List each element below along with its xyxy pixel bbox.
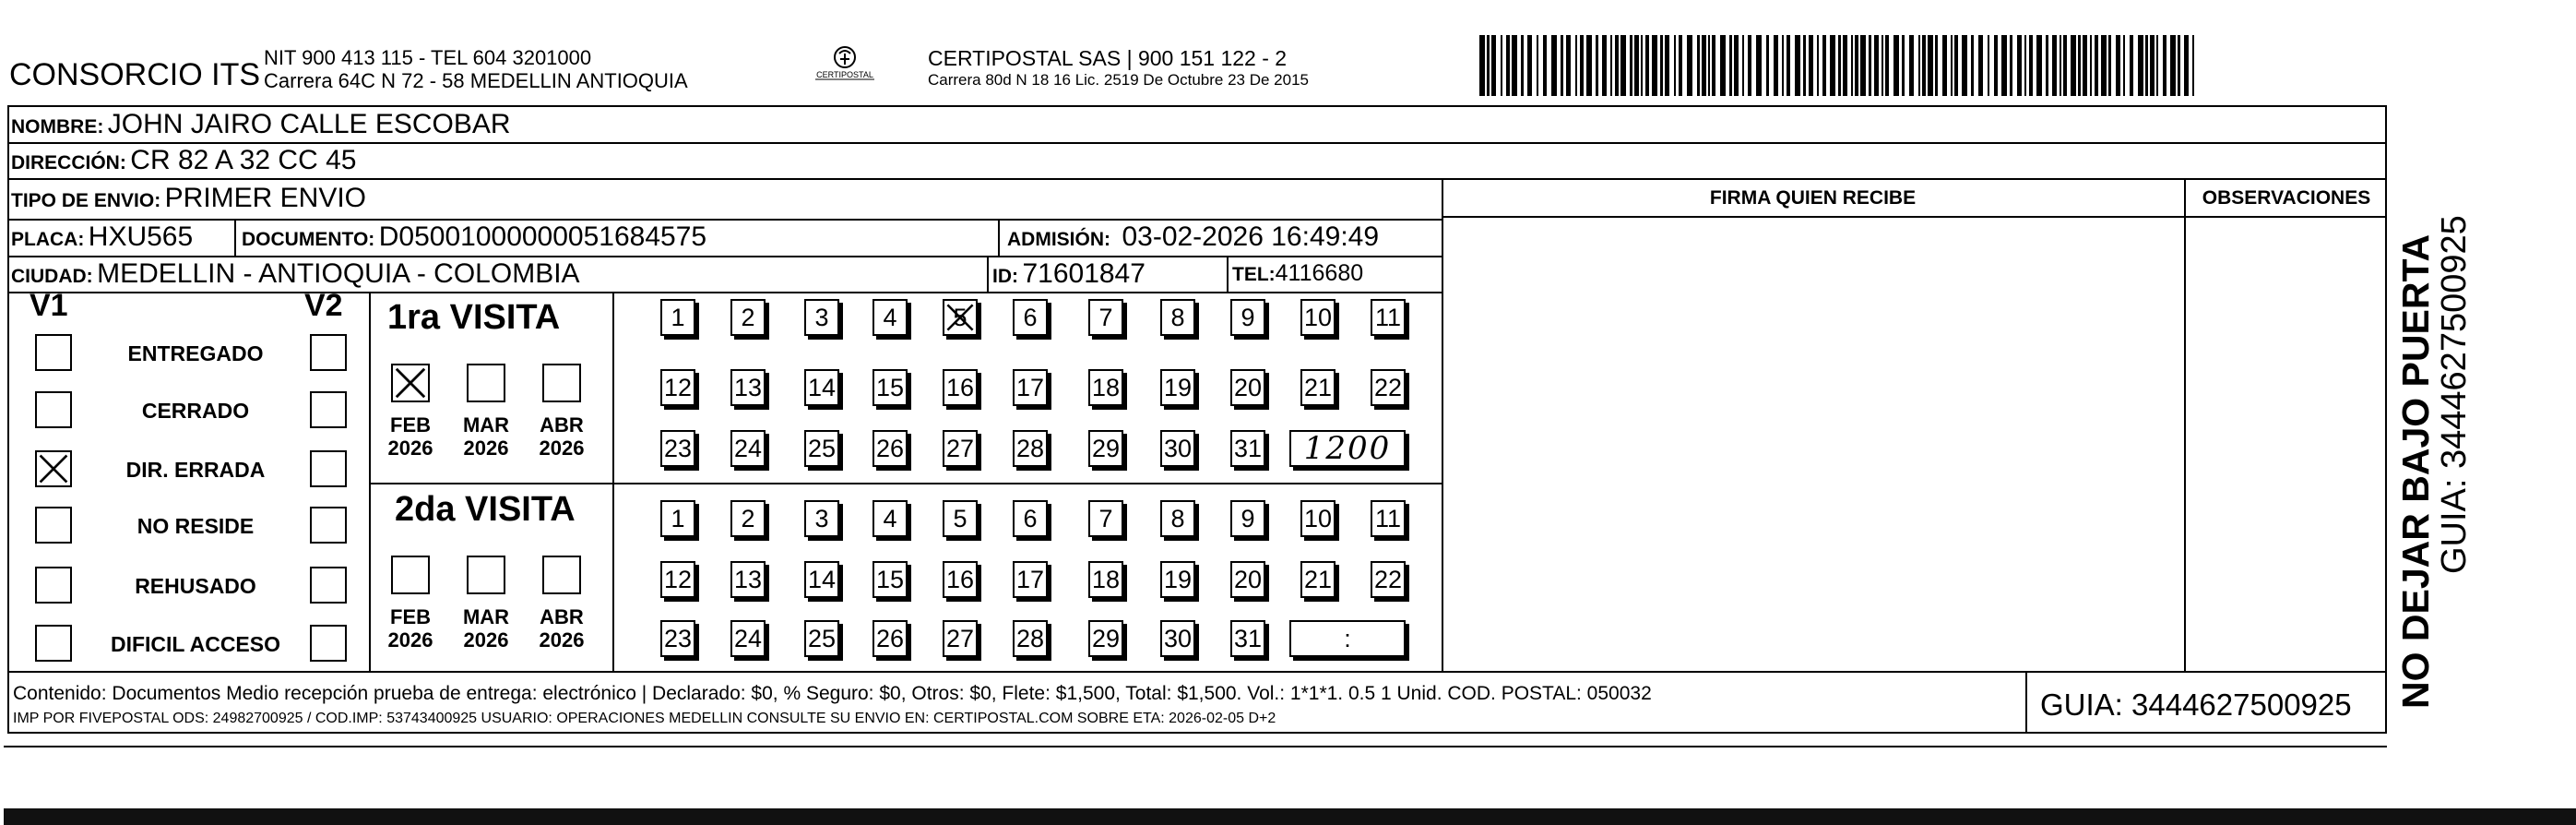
city-field bbox=[11, 258, 580, 290]
day-number: 29 bbox=[1091, 625, 1121, 652]
day-box[interactable] bbox=[660, 369, 695, 406]
day-number: 11 bbox=[1374, 304, 1402, 331]
day-number: 23 bbox=[663, 435, 693, 462]
admission-value: 03-02-2026 16:49:49 bbox=[1122, 221, 1380, 252]
month-label bbox=[381, 413, 440, 460]
day-box[interactable] bbox=[1300, 299, 1335, 336]
day-number: 18 bbox=[1091, 566, 1121, 593]
time-box[interactable] bbox=[1289, 620, 1406, 657]
time-value: 1200 bbox=[1303, 430, 1392, 467]
day-box[interactable] bbox=[1160, 561, 1195, 598]
day-number: 25 bbox=[807, 435, 837, 462]
day-box[interactable] bbox=[1013, 620, 1048, 657]
certipostal-logo bbox=[812, 42, 878, 94]
day-box[interactable] bbox=[1230, 430, 1265, 467]
day-number: 9 bbox=[1241, 304, 1255, 331]
v2-header: V2 bbox=[304, 288, 343, 323]
day-box[interactable] bbox=[1371, 500, 1406, 537]
day-number: 27 bbox=[945, 435, 975, 462]
day-box[interactable] bbox=[804, 620, 839, 657]
day-box[interactable] bbox=[660, 561, 695, 598]
day-box[interactable] bbox=[1160, 500, 1195, 537]
status-v1-checkbox[interactable] bbox=[35, 334, 72, 371]
day-box[interactable] bbox=[660, 620, 695, 657]
day-number: 24 bbox=[733, 435, 763, 462]
recipient-name: JOHN JAIRO CALLE ESCOBAR bbox=[107, 109, 511, 139]
day-box[interactable] bbox=[1088, 369, 1123, 406]
day-box[interactable] bbox=[660, 299, 695, 336]
day-box[interactable] bbox=[1371, 561, 1406, 598]
month-checkbox[interactable] bbox=[467, 556, 505, 594]
day-box[interactable] bbox=[1013, 299, 1048, 336]
visit2-title: 2da VISITA bbox=[395, 490, 576, 529]
month-name: ABR bbox=[540, 413, 584, 436]
day-box[interactable] bbox=[804, 369, 839, 406]
day-box[interactable] bbox=[1013, 430, 1048, 467]
day-number: 10 bbox=[1303, 304, 1333, 331]
month-year: 2026 bbox=[539, 628, 585, 652]
day-box[interactable] bbox=[873, 620, 908, 657]
imp-line: IMP POR FIVEPOSTAL ODS: 24982700925 / COD.IMP: 53743400925 USUARIO: OPERACIONES MEDELLIN CONSULTE SU ENVIO EN: CERTIPOSTAL.COM SOBRE ETA: 2026-02-05 D+2 bbox=[13, 711, 1276, 726]
day-box[interactable] bbox=[873, 430, 908, 467]
month-label bbox=[381, 605, 440, 652]
day-number: 16 bbox=[945, 374, 975, 401]
address-row bbox=[11, 145, 356, 176]
logo-caption: CERTIPOSTAL bbox=[816, 70, 873, 79]
day-number: 27 bbox=[945, 625, 975, 652]
day-box[interactable] bbox=[1300, 500, 1335, 537]
day-number: 15 bbox=[875, 374, 905, 401]
day-number: 20 bbox=[1233, 374, 1263, 401]
month-label bbox=[457, 413, 516, 460]
status-v2-checkbox[interactable] bbox=[310, 334, 347, 371]
plate-field bbox=[11, 221, 193, 253]
day-number: 11 bbox=[1374, 505, 1402, 532]
tel-field bbox=[1232, 260, 1363, 287]
city-label: CIUDAD: bbox=[11, 266, 93, 287]
day-number: 14 bbox=[807, 374, 837, 401]
day-number: 3 bbox=[814, 304, 829, 331]
day-number: 4 bbox=[883, 304, 897, 331]
day-box[interactable] bbox=[943, 500, 978, 537]
day-box[interactable] bbox=[1371, 369, 1406, 406]
day-box[interactable] bbox=[660, 430, 695, 467]
day-number: 16 bbox=[945, 566, 975, 593]
carrier-license: Carrera 80d N 18 16 Lic. 2519 De Octubre 23 De 2015 bbox=[928, 71, 1309, 89]
day-number: 19 bbox=[1163, 374, 1193, 401]
month-name: MAR bbox=[462, 605, 510, 628]
day-box[interactable] bbox=[804, 430, 839, 467]
barcode bbox=[1479, 35, 2210, 96]
month-checkbox[interactable] bbox=[542, 556, 581, 594]
name-row bbox=[11, 109, 511, 140]
day-number: 3 bbox=[814, 505, 829, 532]
status-v2-checkbox[interactable] bbox=[310, 507, 347, 544]
month-year: 2026 bbox=[463, 436, 509, 460]
address-label: DIRECCIÓN: bbox=[11, 152, 126, 173]
day-box[interactable] bbox=[1300, 369, 1335, 406]
day-number: 29 bbox=[1091, 435, 1121, 462]
day-box[interactable] bbox=[1088, 561, 1123, 598]
status-label: CERRADO bbox=[141, 399, 250, 423]
month-year: 2026 bbox=[463, 628, 509, 652]
day-box[interactable] bbox=[1300, 561, 1335, 598]
status-v1-checkbox[interactable] bbox=[35, 391, 72, 428]
status-label: REHUSADO bbox=[135, 574, 256, 598]
month-checkbox[interactable] bbox=[542, 364, 581, 402]
day-number: 1 bbox=[671, 505, 685, 532]
day-box[interactable] bbox=[1230, 561, 1265, 598]
day-box[interactable] bbox=[730, 500, 766, 537]
day-number: 23 bbox=[663, 625, 693, 652]
status-v1-checkbox[interactable] bbox=[35, 625, 72, 662]
plate-value: HXU565 bbox=[88, 221, 194, 252]
status-label: DIR. ERRADA bbox=[125, 458, 266, 482]
document-label: DOCUMENTO: bbox=[242, 229, 375, 250]
month-label bbox=[532, 413, 591, 460]
sender-address: Carrera 64C N 72 - 58 MEDELLIN ANTIOQUIA bbox=[264, 69, 688, 92]
carrier-name: CERTIPOSTAL SAS | 900 151 122 - 2 bbox=[928, 46, 1288, 70]
day-box[interactable] bbox=[873, 561, 908, 598]
document-field bbox=[242, 221, 706, 253]
month-year: 2026 bbox=[539, 436, 585, 460]
day-number: 30 bbox=[1163, 625, 1193, 652]
day-box[interactable] bbox=[730, 369, 766, 406]
day-number: 22 bbox=[1373, 566, 1403, 593]
day-box[interactable] bbox=[1230, 369, 1265, 406]
id-value: 71601847 bbox=[1022, 258, 1146, 289]
day-number: 8 bbox=[1170, 505, 1185, 532]
day-box[interactable] bbox=[873, 299, 908, 336]
day-number: 12 bbox=[663, 374, 693, 401]
tel-value: 4116680 bbox=[1275, 260, 1364, 286]
no-dejar-warning: NO DEJAR BAJO PUERTA bbox=[2394, 233, 2437, 709]
day-box[interactable] bbox=[730, 299, 766, 336]
status-label: ENTREGADO bbox=[127, 341, 264, 365]
day-number: 4 bbox=[883, 505, 897, 532]
status-v2-checkbox[interactable] bbox=[310, 391, 347, 428]
day-number: 28 bbox=[1015, 625, 1045, 652]
day-number: 17 bbox=[1015, 374, 1045, 401]
month-label bbox=[457, 605, 516, 652]
day-box[interactable] bbox=[1230, 620, 1265, 657]
brand-name: CONSORCIO ITS bbox=[9, 57, 261, 92]
status-v2-checkbox[interactable] bbox=[310, 567, 347, 604]
day-box[interactable] bbox=[1160, 430, 1195, 467]
observations-header: OBSERVACIONES bbox=[2202, 187, 2371, 209]
month-year: 2026 bbox=[387, 436, 433, 460]
day-number: 9 bbox=[1241, 505, 1255, 532]
status-v1-checkbox[interactable] bbox=[35, 567, 72, 604]
day-number: 15 bbox=[875, 566, 905, 593]
admission-label: ADMISIÓN: bbox=[1007, 229, 1110, 250]
carrier-info bbox=[928, 46, 1309, 90]
day-number: 31 bbox=[1233, 625, 1263, 652]
day-box[interactable] bbox=[1013, 369, 1048, 406]
sender-nit: NIT 900 413 115 - TEL 604 3201000 bbox=[264, 46, 592, 69]
id-field bbox=[992, 258, 1146, 290]
day-box[interactable] bbox=[1160, 620, 1195, 657]
day-box[interactable] bbox=[1230, 299, 1265, 336]
day-number: 12 bbox=[663, 566, 693, 593]
day-number: 24 bbox=[733, 625, 763, 652]
v1-header: V1 bbox=[30, 288, 68, 323]
day-number: 5 bbox=[953, 304, 967, 331]
day-box[interactable] bbox=[943, 430, 978, 467]
day-number: 19 bbox=[1163, 566, 1193, 593]
month-year: 2026 bbox=[387, 628, 433, 652]
id-label: ID: bbox=[992, 266, 1018, 287]
day-number: 21 bbox=[1303, 374, 1333, 401]
sender-info bbox=[264, 46, 688, 92]
day-box[interactable] bbox=[1013, 500, 1048, 537]
day-box[interactable] bbox=[1088, 430, 1123, 467]
month-name: ABR bbox=[540, 605, 584, 628]
day-number: 21 bbox=[1303, 566, 1333, 593]
day-box[interactable] bbox=[1230, 500, 1265, 537]
day-number: 30 bbox=[1163, 435, 1193, 462]
day-box[interactable] bbox=[1160, 299, 1195, 336]
day-number: 18 bbox=[1091, 374, 1121, 401]
day-box[interactable] bbox=[873, 369, 908, 406]
day-number: 13 bbox=[733, 374, 763, 401]
day-number: 14 bbox=[807, 566, 837, 593]
shipping-type-label: TIPO DE ENVIO: bbox=[11, 190, 161, 211]
city-value: MEDELLIN - ANTIOQUIA - COLOMBIA bbox=[97, 258, 580, 289]
day-box[interactable] bbox=[943, 369, 978, 406]
day-box[interactable] bbox=[943, 561, 978, 598]
day-number: 31 bbox=[1233, 435, 1263, 462]
day-box[interactable] bbox=[1088, 500, 1123, 537]
day-box[interactable] bbox=[943, 299, 978, 336]
shipping-type: PRIMER ENVIO bbox=[164, 183, 367, 213]
document-value: D05001000000051684575 bbox=[378, 221, 707, 252]
day-number: 1 bbox=[671, 304, 685, 331]
day-number: 2 bbox=[741, 304, 755, 331]
recipient-address: CR 82 A 32 CC 45 bbox=[130, 145, 357, 175]
day-number: 7 bbox=[1098, 304, 1113, 331]
day-box[interactable] bbox=[804, 299, 839, 336]
day-number: 26 bbox=[875, 625, 905, 652]
day-number: 20 bbox=[1233, 566, 1263, 593]
day-box[interactable] bbox=[730, 430, 766, 467]
day-box[interactable] bbox=[1088, 620, 1123, 657]
status-label: DIFICIL ACCESO bbox=[110, 632, 280, 656]
side-guia: GUIA: 3444627500925 bbox=[2435, 215, 2474, 574]
day-number: 22 bbox=[1373, 374, 1403, 401]
day-number: 10 bbox=[1303, 505, 1333, 532]
admission-field bbox=[1007, 221, 1379, 253]
shipping-type-row bbox=[11, 183, 366, 214]
day-number: 25 bbox=[807, 625, 837, 652]
day-number: 5 bbox=[953, 505, 967, 532]
content-line: Contenido: Documentos Medio recepción prueba de entrega: electrónico | Declarado: $0, % Seguro: $0, Otros: $0, Flete: $1,500, Total: $1,500. Vol.: 1*1*1. 0.5 1 Unid. COD. POSTAL: 050032 bbox=[13, 683, 1652, 704]
day-number: 2 bbox=[741, 505, 755, 532]
day-number: 6 bbox=[1023, 304, 1038, 331]
page-edge bbox=[4, 808, 2576, 825]
day-number: 17 bbox=[1015, 566, 1045, 593]
status-v1-checkbox[interactable] bbox=[35, 507, 72, 544]
day-box[interactable] bbox=[1371, 299, 1406, 336]
time-value: : bbox=[1344, 625, 1351, 652]
month-name: MAR bbox=[462, 413, 510, 436]
day-box[interactable] bbox=[1088, 299, 1123, 336]
day-box[interactable] bbox=[1160, 369, 1195, 406]
month-name: FEB bbox=[390, 413, 431, 436]
day-number: 26 bbox=[875, 435, 905, 462]
day-box[interactable] bbox=[943, 620, 978, 657]
day-box[interactable] bbox=[660, 500, 695, 537]
day-box[interactable] bbox=[804, 500, 839, 537]
name-label: NOMBRE: bbox=[11, 116, 104, 138]
day-box[interactable] bbox=[873, 500, 908, 537]
day-number: 6 bbox=[1023, 505, 1038, 532]
month-name: FEB bbox=[390, 605, 431, 628]
month-label bbox=[532, 605, 591, 652]
tel-label: TEL: bbox=[1232, 264, 1276, 285]
time-box[interactable] bbox=[1289, 430, 1406, 467]
day-box[interactable] bbox=[730, 561, 766, 598]
month-checkbox[interactable] bbox=[391, 364, 430, 402]
status-v1-checkbox[interactable] bbox=[35, 450, 72, 487]
visit1-title: 1ra VISITA bbox=[387, 298, 561, 337]
month-checkbox[interactable] bbox=[467, 364, 505, 402]
day-number: 28 bbox=[1015, 435, 1045, 462]
day-box[interactable] bbox=[730, 620, 766, 657]
status-v2-checkbox[interactable] bbox=[310, 450, 347, 487]
guia-number: GUIA: 3444627500925 bbox=[2040, 688, 2352, 722]
status-label: NO RESIDE bbox=[137, 514, 255, 538]
signature-header: FIRMA QUIEN RECIBE bbox=[1709, 187, 1917, 209]
day-box[interactable] bbox=[804, 561, 839, 598]
day-box[interactable] bbox=[1013, 561, 1048, 598]
plate-label: PLACA: bbox=[11, 229, 85, 250]
day-number: 7 bbox=[1098, 505, 1113, 532]
month-checkbox[interactable] bbox=[391, 556, 430, 594]
day-number: 8 bbox=[1170, 304, 1185, 331]
day-number: 13 bbox=[733, 566, 763, 593]
status-v2-checkbox[interactable] bbox=[310, 625, 347, 662]
